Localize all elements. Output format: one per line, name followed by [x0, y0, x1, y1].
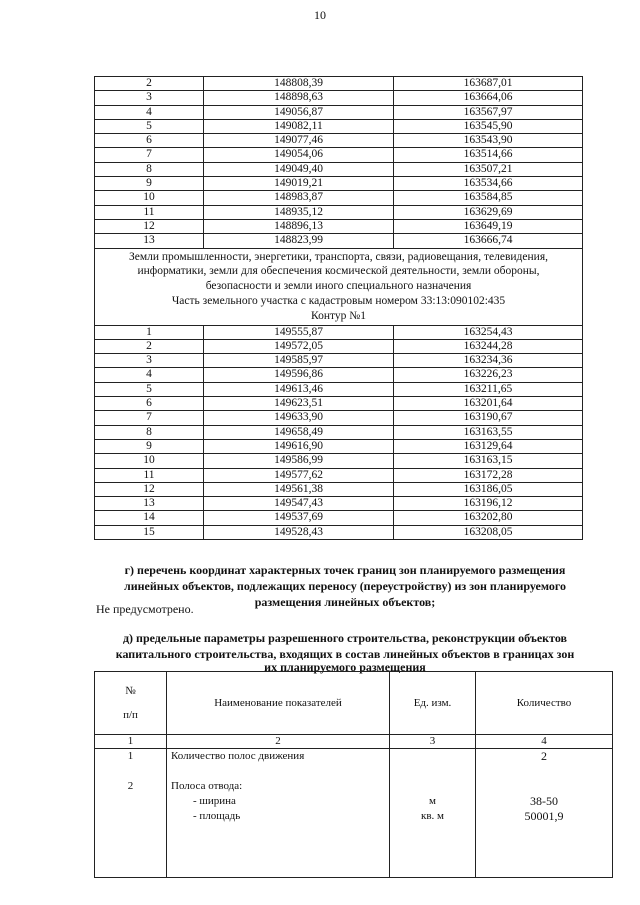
y-coordinate: 163534,66: [394, 177, 583, 191]
point-number: 5: [95, 119, 204, 133]
land-category-note-row: [95, 248, 583, 325]
point-number: 9: [95, 177, 204, 191]
x-coordinate: 148898,63: [204, 91, 394, 105]
y-coordinate: 163507,21: [394, 162, 583, 176]
table-row: [95, 339, 583, 353]
header-unit: Ед. изм.: [390, 672, 476, 735]
y-coordinate: 163186,05: [394, 482, 583, 496]
table-row: [95, 205, 583, 219]
x-coordinate: 149077,46: [204, 134, 394, 148]
point-number: 13: [95, 234, 204, 248]
x-coordinate: 148896,13: [204, 219, 394, 233]
table-row: [95, 148, 583, 162]
point-number: 3: [95, 91, 204, 105]
section-g-note: Не предусмотрено.: [96, 602, 194, 616]
table-row: [95, 397, 583, 411]
table-row: [95, 325, 583, 339]
x-coordinate: 149056,87: [204, 105, 394, 119]
y-coordinate: 163211,65: [394, 382, 583, 396]
params-unit-cell: м кв. м: [390, 749, 476, 878]
point-number: 13: [95, 497, 204, 511]
table-row: [95, 382, 583, 396]
table-row: [95, 91, 583, 105]
point-number: 4: [95, 105, 204, 119]
table-row: [95, 454, 583, 468]
x-coordinate: 149082,11: [204, 119, 394, 133]
header-no: № п/п: [95, 672, 167, 735]
table-row: [95, 425, 583, 439]
point-number: 4: [95, 368, 204, 382]
y-coordinate: 163172,28: [394, 468, 583, 482]
point-number: 5: [95, 382, 204, 396]
y-coordinate: 163190,67: [394, 411, 583, 425]
table-row: [95, 468, 583, 482]
coordinates-table: [94, 76, 583, 540]
header-name: Наименование показателей: [167, 672, 390, 735]
params-header-row: [95, 672, 613, 735]
y-coordinate: 163567,97: [394, 105, 583, 119]
y-coordinate: 163163,15: [394, 454, 583, 468]
y-coordinate: 163687,01: [394, 77, 583, 91]
land-note-line: Часть земельного участка с кадастровым номером 33:13:090102:435: [171, 294, 506, 307]
y-coordinate: 163201,64: [394, 397, 583, 411]
table-row: [95, 511, 583, 525]
section-d-heading: д) предельные параметры разрешенного строительства, реконструкции объектов капитального строительства, входящих в состав линейных объектов в границах зон их планируемого размещения: [115, 631, 575, 674]
point-number: 10: [95, 191, 204, 205]
point-number: 8: [95, 425, 204, 439]
x-coordinate: 149623,51: [204, 397, 394, 411]
page-number: 10: [314, 8, 326, 22]
point-number: 12: [95, 219, 204, 233]
point-number: 6: [95, 134, 204, 148]
x-coordinate: 149054,06: [204, 148, 394, 162]
x-coordinate: 149616,90: [204, 439, 394, 453]
table-row: [95, 234, 583, 248]
x-coordinate: 148823,99: [204, 234, 394, 248]
table-row: [95, 119, 583, 133]
params-name-cell: Количество полос движения Полоса отвода: - ширина - площадь: [167, 749, 390, 878]
x-coordinate: 149019,21: [204, 177, 394, 191]
point-number: 7: [95, 411, 204, 425]
table-row: [95, 354, 583, 368]
x-coordinate: 149577,62: [204, 468, 394, 482]
table-row: [95, 77, 583, 91]
header-qty: Количество: [476, 672, 613, 735]
land-note-line: безопасности и земли иного специального назначения: [205, 280, 472, 293]
x-coordinate: 148808,39: [204, 77, 394, 91]
y-coordinate: 163129,64: [394, 439, 583, 453]
point-number: 3: [95, 354, 204, 368]
y-coordinate: 163196,12: [394, 497, 583, 511]
table-row: [95, 497, 583, 511]
point-number: 10: [95, 454, 204, 468]
table-row: [95, 525, 583, 539]
point-number: 2: [95, 339, 204, 353]
y-coordinate: 163234,36: [394, 354, 583, 368]
params-column-numbers: 1 2 3 4: [95, 735, 613, 749]
y-coordinate: 163202,80: [394, 511, 583, 525]
x-coordinate: 148935,12: [204, 205, 394, 219]
point-number: 12: [95, 482, 204, 496]
y-coordinate: 163514,66: [394, 148, 583, 162]
params-no-cell: 1 2: [95, 749, 167, 878]
point-number: 2: [95, 77, 204, 91]
table-row: [95, 134, 583, 148]
table-row: [95, 368, 583, 382]
land-note-line: информатики, земли для обеспечения космической деятельности, земли обороны,: [137, 265, 540, 278]
y-coordinate: 163629,69: [394, 205, 583, 219]
point-number: 8: [95, 162, 204, 176]
x-coordinate: 149613,46: [204, 382, 394, 396]
point-number: 14: [95, 511, 204, 525]
x-coordinate: 149537,69: [204, 511, 394, 525]
y-coordinate: 163543,90: [394, 134, 583, 148]
table-row: [95, 191, 583, 205]
table-row: [95, 162, 583, 176]
y-coordinate: 163545,90: [394, 119, 583, 133]
land-note-line: Земли промышленности, энергетики, транспорта, связи, радиовещания, телевидения,: [128, 250, 548, 263]
x-coordinate: 149572,05: [204, 339, 394, 353]
table-row: [95, 105, 583, 119]
y-coordinate: 163254,43: [394, 325, 583, 339]
point-number: 6: [95, 397, 204, 411]
params-body-row: [95, 749, 613, 878]
point-number: 11: [95, 205, 204, 219]
table-row: [95, 219, 583, 233]
x-coordinate: 149585,97: [204, 354, 394, 368]
point-number: 1: [95, 325, 204, 339]
x-coordinate: 148983,87: [204, 191, 394, 205]
x-coordinate: 149596,86: [204, 368, 394, 382]
y-coordinate: 163584,85: [394, 191, 583, 205]
y-coordinate: 163163,55: [394, 425, 583, 439]
contour-label: Контур №1: [311, 309, 366, 322]
x-coordinate: 149658,49: [204, 425, 394, 439]
table-row: [95, 177, 583, 191]
point-number: 11: [95, 468, 204, 482]
x-coordinate: 149049,40: [204, 162, 394, 176]
section-g-heading: г) перечень координат характерных точек границ зон планируемого размещения линейных объектов, подлежащих переносу (переустройству) из зон планируемого размещения линейных объектов;: [123, 563, 567, 609]
parameters-table: [94, 671, 613, 878]
point-number: 7: [95, 148, 204, 162]
y-coordinate: 163244,28: [394, 339, 583, 353]
table-row: [95, 411, 583, 425]
params-qty-cell: 2 38-50 50001,9: [476, 749, 613, 878]
y-coordinate: 163664,06: [394, 91, 583, 105]
x-coordinate: 149633,90: [204, 411, 394, 425]
y-coordinate: 163226,23: [394, 368, 583, 382]
x-coordinate: 149547,43: [204, 497, 394, 511]
x-coordinate: 149555,87: [204, 325, 394, 339]
table-row: [95, 439, 583, 453]
y-coordinate: 163649,19: [394, 219, 583, 233]
y-coordinate: 163208,05: [394, 525, 583, 539]
y-coordinate: 163666,74: [394, 234, 583, 248]
x-coordinate: 149561,38: [204, 482, 394, 496]
table-row: [95, 482, 583, 496]
point-number: 9: [95, 439, 204, 453]
x-coordinate: 149586,99: [204, 454, 394, 468]
x-coordinate: 149528,43: [204, 525, 394, 539]
point-number: 15: [95, 525, 204, 539]
